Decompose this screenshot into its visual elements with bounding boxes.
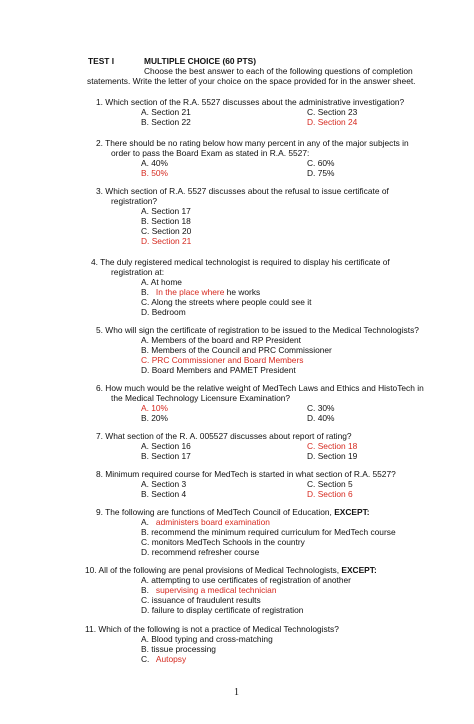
q8-choice-a: A. Section 3 xyxy=(141,479,187,489)
q10-choice-d: D. failure to display certificate of registration xyxy=(141,605,304,615)
question-9: 9. The following are functions of MedTech Council of Education, EXCEPT: xyxy=(96,507,370,517)
q9-choice-a: A. administers board examination xyxy=(141,517,270,527)
q11-choice-b: B. tissue processing xyxy=(141,644,216,654)
q8-choice-d: D. Section 6 xyxy=(307,489,353,499)
q11-choice-a: A. Blood typing and cross-matching xyxy=(141,634,273,644)
test-number: TEST I xyxy=(88,56,115,66)
question-4-line-1: 4. The duly registered medical technologist is required to display his certificate of xyxy=(91,257,390,267)
question-2-line-2: order to pass the Board Exam as stated in R.A. 5527: xyxy=(111,148,310,158)
q3-choice-a: A. Section 17 xyxy=(141,206,191,216)
q8-choice-b: B. Section 4 xyxy=(141,489,187,499)
q11-choice-c: C. Autopsy xyxy=(141,654,187,664)
q6-choice-b: B. 20% xyxy=(141,413,169,423)
q4-choice-a: A. At home xyxy=(141,277,182,287)
q2-choice-a: A. 40% xyxy=(141,158,169,168)
question-8: 8. Minimum required course for MedTech is started in what section of R.A. 5527? xyxy=(96,469,396,479)
q1-choice-c: C. Section 23 xyxy=(307,107,358,117)
page-number: 1 xyxy=(234,687,239,698)
q4-choice-b: B. In the place where he works xyxy=(141,287,261,297)
q5-choice-c: C. PRC Commissioner and Board Members xyxy=(141,355,304,365)
q2-choice-d: D. 75% xyxy=(307,168,335,178)
q3-choice-c: C. Section 20 xyxy=(141,226,192,236)
q6-choice-a: A. 10% xyxy=(141,403,169,413)
q10-choice-b: B. supervising a medical technician xyxy=(141,585,277,595)
q4-choice-c: C. Along the streets where people could see it xyxy=(141,297,312,307)
q9-choice-d: D. recommend refresher course xyxy=(141,547,260,557)
q4-choice-d: D. Bedroom xyxy=(141,307,186,317)
q6-choice-c: C. 30% xyxy=(307,403,335,413)
question-5: 5. Who will sign the certificate of registration to be issued to the Medical Technologists? xyxy=(96,325,419,335)
q7-choice-d: D. Section 19 xyxy=(307,451,358,461)
q7-choice-a: A. Section 16 xyxy=(141,441,191,451)
question-2-line-1: 2. There should be no rating below how many percent in any of the major subjects in xyxy=(96,138,409,148)
q3-choice-b: B. Section 18 xyxy=(141,216,191,226)
q1-choice-d: D. Section 24 xyxy=(307,117,358,127)
q3-choice-d: D. Section 21 xyxy=(141,236,192,246)
q5-choice-b: B. Members of the Council and PRC Commissioner xyxy=(141,345,332,355)
question-11: 11. Which of the following is not a practice of Medical Technologists? xyxy=(85,624,339,634)
question-6-line-2: the Medical Technology Licensure Examination? xyxy=(111,393,291,403)
instructions-line-2: statements. Write the letter of your choice on the space provided for in the answer sheet. xyxy=(87,76,416,86)
question-4-line-2: registration at: xyxy=(111,267,165,277)
q5-choice-a: A. Members of the board and RP President xyxy=(141,335,301,345)
q10-choice-a: A. attempting to use certificates of registration of another xyxy=(141,575,351,585)
question-6-line-1: 6. How much would be the relative weight of MedTech Laws and Ethics and HistoTech in xyxy=(96,383,424,393)
q2-choice-b: B. 50% xyxy=(141,168,169,178)
q1-choice-a: A. Section 21 xyxy=(141,107,191,117)
instructions-line-1: Choose the best answer to each of the following questions of completion xyxy=(144,66,413,76)
question-1: 1. Which section of the R.A. 5527 discusses about the administrative investigation? xyxy=(96,97,405,107)
question-3-line-1: 3. Which section of R.A. 5527 discusses about the refusal to issue certificate of xyxy=(96,186,389,196)
q5-choice-d: D. Board Members and PAMET President xyxy=(141,365,296,375)
question-3-line-2: registration? xyxy=(111,196,158,206)
q7-choice-c: C. Section 18 xyxy=(307,441,358,451)
q8-choice-c: C. Section 5 xyxy=(307,479,353,489)
q7-choice-b: B. Section 17 xyxy=(141,451,191,461)
question-10: 10. All of the following are penal provisions of Medical Technologists, EXCEPT: xyxy=(85,565,377,575)
q10-choice-c: C. issuance of fraudulent results xyxy=(141,595,261,605)
q6-choice-d: D. 40% xyxy=(307,413,335,423)
q2-choice-c: C. 60% xyxy=(307,158,335,168)
q9-choice-b: B. recommend the minimum required curriculum for MedTech course xyxy=(141,527,396,537)
q9-choice-c: C. monitors MedTech Schools in the country xyxy=(141,537,305,547)
q1-choice-b: B. Section 22 xyxy=(141,117,191,127)
question-7: 7. What section of the R. A. 005527 discusses about report of rating? xyxy=(96,431,352,441)
section-title: MULTIPLE CHOICE (60 PTS) xyxy=(144,56,256,66)
